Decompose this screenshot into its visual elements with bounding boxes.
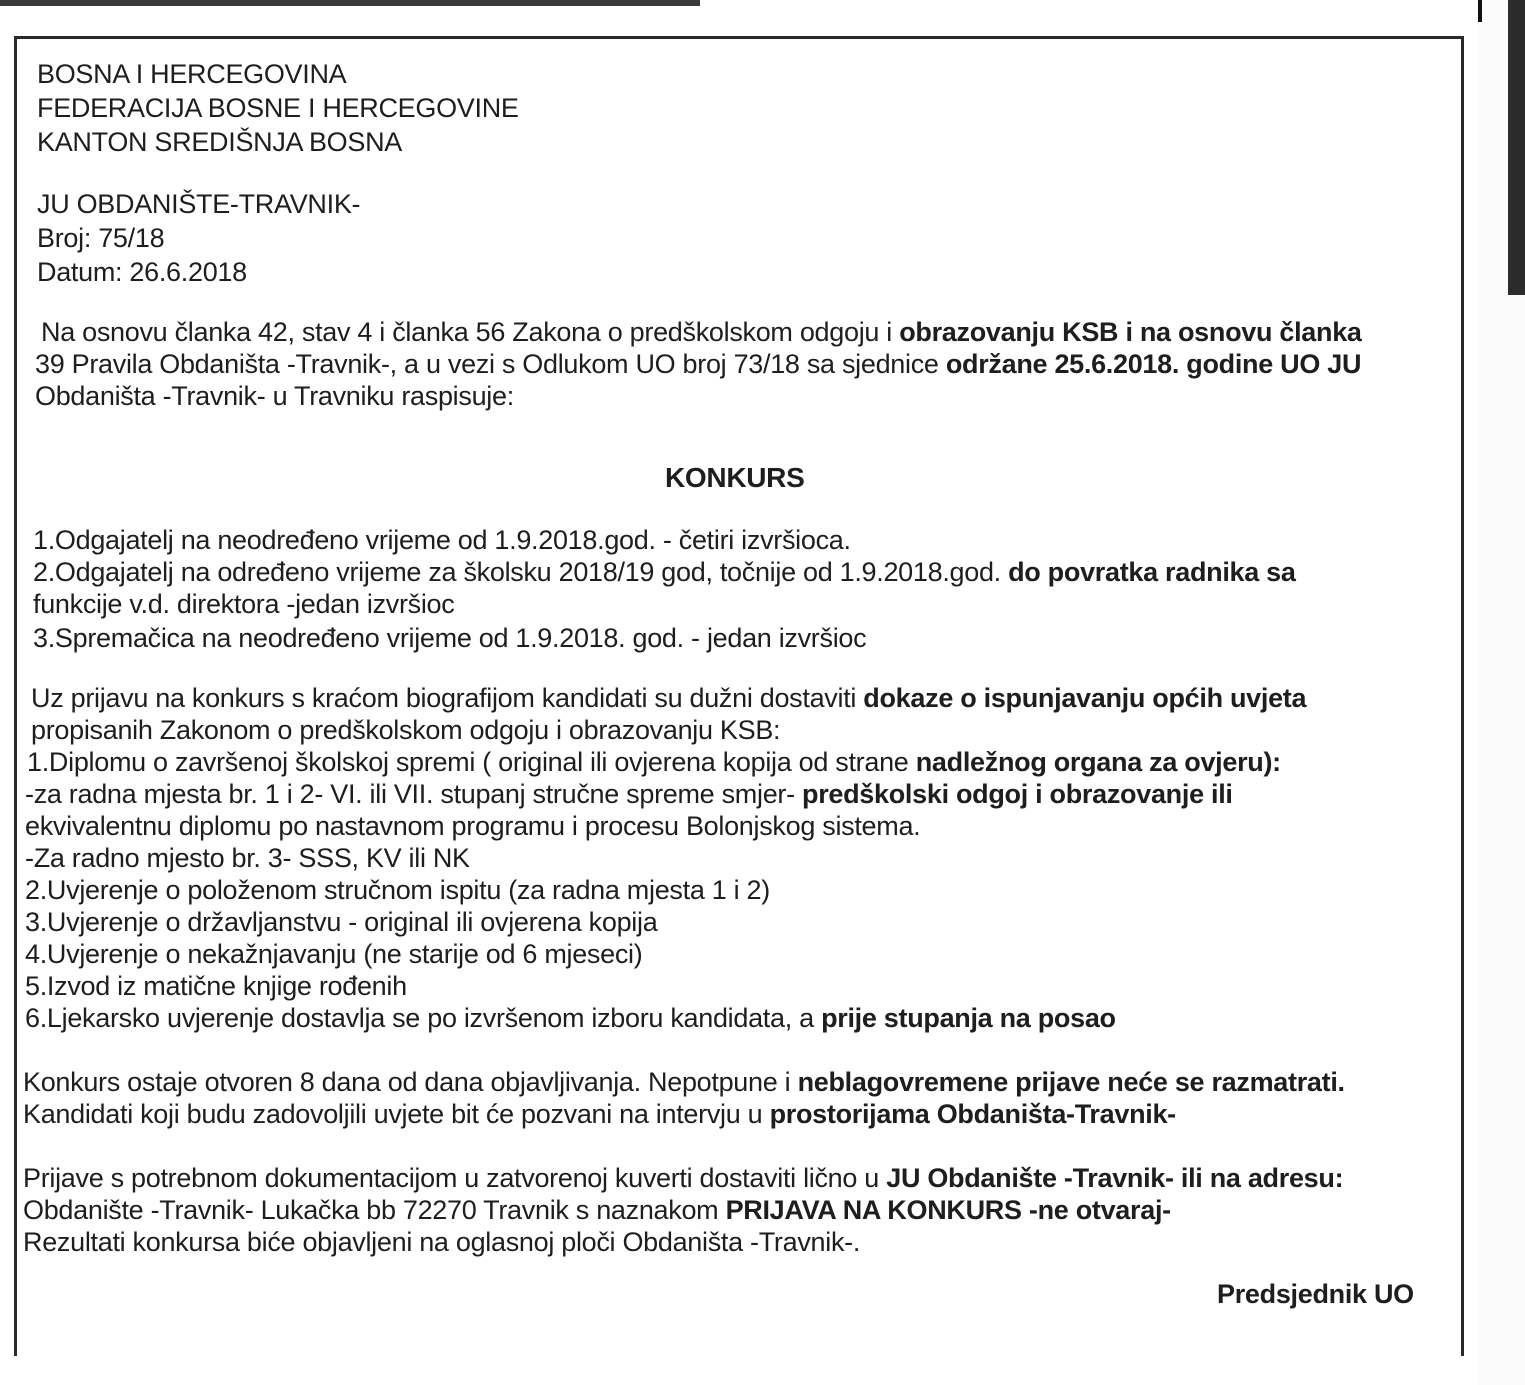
document-date: Datum: 26.6.2018 <box>37 257 247 287</box>
intro-line-2b: održane 25.6.2018. godine UO JU <box>945 349 1362 379</box>
job-advertisement-box <box>14 36 1464 1356</box>
position-2 <box>33 557 1296 587</box>
submission-3: Rezultati konkursa biće objavljeni na oglasnoj ploči Obdaništa -Travnik-. <box>23 1227 861 1257</box>
submission-2 <box>23 1195 1171 1225</box>
intro-line-1 <box>41 317 1362 347</box>
requirement-1c: -za radna mjesta br. 1 i 2- VI. ili VII. stupanj stručne spreme smjer- <box>25 779 802 809</box>
intro-line-2 <box>35 349 1361 379</box>
note-1 <box>23 1067 1345 1097</box>
signature-title: Predsjednik UO <box>1217 1279 1414 1309</box>
requirement-6a: 6.Ljekarsko uvjerenje dostavlja se po izvršenom izboru kandidata, a <box>25 1003 822 1033</box>
header-country: BOSNA I HERCEGOVINA <box>37 59 347 89</box>
position-2-continued: funkcije v.d. direktora -jedan izvršioc <box>33 589 455 619</box>
note-2b: prostorijama Obdaništa-Travnik- <box>769 1099 1176 1129</box>
adjacent-column <box>1478 0 1525 1385</box>
note-2a: Kandidati koji budu zadovoljili uvjete bit će pozvani na intervju u <box>23 1099 770 1129</box>
document-number: Broj: 75/18 <box>37 223 165 253</box>
position-2a: 2.Odgajatelj na određeno vrijeme za školsku 2018/19 god, točnije od 1.9.2018.god. <box>33 557 1009 587</box>
requirement-1a: 1.Diplomu o završenoj školskoj spremi ( original ili ovjerena kopija od strane <box>27 747 916 777</box>
requirement-3: 3.Uvjerenje o državljanstvu - original ili ovjerena kopija <box>25 907 658 937</box>
dark-photo-edge <box>1508 0 1525 295</box>
page-bottom-margin <box>0 1356 1478 1385</box>
institution-name: JU OBDANIŠTE-TRAVNIK- <box>37 189 361 219</box>
header-federation: FEDERACIJA BOSNE I HERCEGOVINE <box>37 93 519 123</box>
requirement-1 <box>27 747 1281 777</box>
position-1: 1.Odgajatelj na neodređeno vrijeme od 1.9.2018.god. - četiri izvršioca. <box>33 525 851 555</box>
submission-1b: JU Obdanište -Travnik- ili na adresu: <box>886 1163 1344 1193</box>
intro-line-1a: Na osnovu članka 42, stav 4 i članka 56 Zakona o predškolskom odgoju i <box>41 317 900 347</box>
requirement-5: 5.Izvod iz matične knjige rođenih <box>25 971 407 1001</box>
note-1a: Konkurs ostaje otvoren 8 dana od dana objavljivanja. Nepotpune i <box>23 1067 798 1097</box>
requirement-2: 2.Uvjerenje o položenom stručnom ispitu (za radna mjesta 1 i 2) <box>25 875 770 905</box>
position-2b: do povratka radnika sa <box>1008 557 1296 587</box>
column-rule <box>1478 0 1482 22</box>
previous-article-edge <box>0 0 700 6</box>
document-title: KONKURS <box>665 462 805 493</box>
requirement-1b: nadležnog organa za ovjeru): <box>915 747 1281 777</box>
requirement-4: 4.Uvjerenje o nekažnjavanju (ne starije od 6 mjeseci) <box>25 939 643 969</box>
intro-line-2a: 39 Pravila Obdaništa -Travnik-, a u vezi s Odlukom UO broj 73/18 sa sjednice <box>35 349 946 379</box>
submission-2a: Obdanište -Travnik- Lukačka bb 72270 Travnik s naznakom <box>23 1195 726 1225</box>
requirement-6 <box>25 1003 1116 1033</box>
submission-1 <box>23 1163 1343 1193</box>
requirement-1d: predškolski odgoj i obrazovanje ili <box>802 779 1233 809</box>
requirement-6b: prije stupanja na posao <box>821 1003 1116 1033</box>
requirement-1-detail-3: -Za radno mjesto br. 3- SSS, KV ili NK <box>25 843 470 873</box>
intro-line-3: Obdaništa -Travnik- u Travniku raspisuje: <box>35 381 514 411</box>
requirement-1-detail-1 <box>25 779 1233 809</box>
header-canton: KANTON SREDIŠNJA BOSNA <box>37 127 402 157</box>
submission-1a: Prijave s potrebnom dokumentacijom u zatvorenoj kuverti dostaviti lično u <box>23 1163 887 1193</box>
position-3: 3.Spremačica na neodređeno vrijeme od 1.9.2018. god. - jedan izvršioc <box>33 623 867 653</box>
requirements-intro-2: propisanih Zakonom o predškolskom odgoju i obrazovanju KSB: <box>31 715 781 745</box>
requirements-intro-1b: dokaze o ispunjavanju općih uvjeta <box>863 683 1307 713</box>
requirement-1-detail-2: ekvivalentnu diplomu po nastavnom programu i procesu Bolonjskog sistema. <box>25 811 921 841</box>
requirements-intro-1 <box>31 683 1306 713</box>
requirements-intro-1a: Uz prijavu na konkurs s kraćom biografijom kandidati su dužni dostaviti <box>31 683 864 713</box>
note-1b: neblagovremene prijave neće se razmatrati. <box>797 1067 1345 1097</box>
intro-line-1b: obrazovanju KSB i na osnovu članka <box>899 317 1362 347</box>
submission-2b: PRIJAVA NA KONKURS -ne otvaraj- <box>725 1195 1171 1225</box>
note-2 <box>23 1099 1176 1129</box>
